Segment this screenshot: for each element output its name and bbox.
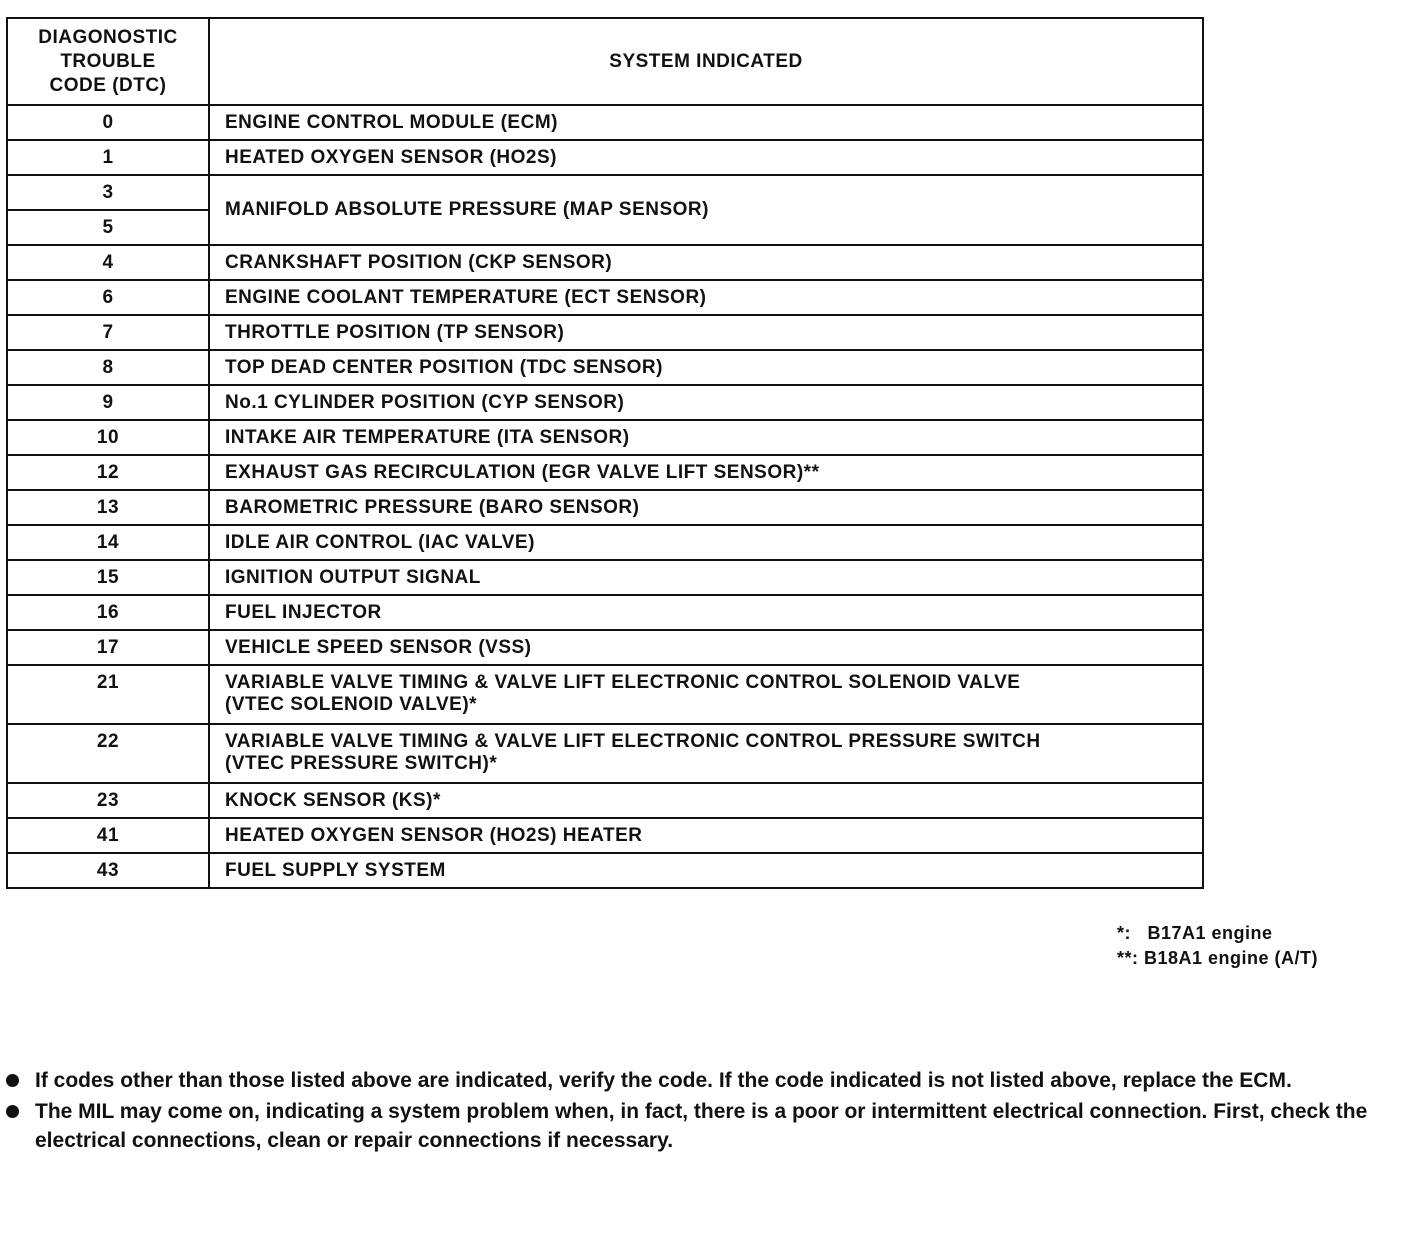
system-indicated: No.1 CYLINDER POSITION (CYP SENSOR): [209, 385, 1203, 420]
system-indicated: IDLE AIR CONTROL (IAC VALVE): [209, 525, 1203, 560]
system-indicated: IGNITION OUTPUT SIGNAL: [209, 560, 1203, 595]
column-header-dtc-line1: DIAGONOSTIC: [38, 26, 178, 48]
dtc-code: 22: [7, 724, 209, 783]
dtc-code: 3: [7, 175, 209, 210]
system-indicated: EXHAUST GAS RECIRCULATION (EGR VALVE LIFT SENSOR)**: [209, 455, 1203, 490]
notes-section: [6, 1066, 1376, 1157]
system-indicated: HEATED OXYGEN SENSOR (HO2S) HEATER: [209, 818, 1203, 853]
column-header-system: SYSTEM INDICATED: [209, 18, 1203, 105]
system-indicated: MANIFOLD ABSOLUTE PRESSURE (MAP SENSOR): [209, 175, 1203, 245]
table-row: [7, 630, 1203, 665]
bullet-icon: [6, 1074, 19, 1087]
dtc-code: 17: [7, 630, 209, 665]
table-row: [7, 245, 1203, 280]
dtc-code: 16: [7, 595, 209, 630]
dtc-code: 10: [7, 420, 209, 455]
footnote-single-asterisk: *: B17A1 engine: [1117, 923, 1273, 943]
system-indicated: VEHICLE SPEED SENSOR (VSS): [209, 630, 1203, 665]
column-header-dtc: [7, 18, 209, 105]
dtc-code: 21: [7, 665, 209, 724]
system-indicated: ENGINE COOLANT TEMPERATURE (ECT SENSOR): [209, 280, 1203, 315]
table-row: [7, 105, 1203, 140]
system-indicated: HEATED OXYGEN SENSOR (HO2S): [209, 140, 1203, 175]
table-row: [7, 853, 1203, 888]
system-indicated: INTAKE AIR TEMPERATURE (ITA SENSOR): [209, 420, 1203, 455]
dtc-code: 0: [7, 105, 209, 140]
system-indicated-line1: VARIABLE VALVE TIMING & VALVE LIFT ELECTRONIC CONTROL PRESSURE SWITCH: [225, 731, 1041, 752]
table-row: [7, 490, 1203, 525]
dtc-code: 5: [7, 210, 209, 245]
dtc-code: 7: [7, 315, 209, 350]
dtc-table: [6, 17, 1204, 889]
dtc-code: 12: [7, 455, 209, 490]
table-row: [7, 724, 1203, 783]
table-row: [7, 525, 1203, 560]
system-indicated-line1: VARIABLE VALVE TIMING & VALVE LIFT ELECTRONIC CONTROL SOLENOID VALVE: [225, 672, 1021, 693]
table-row: [7, 350, 1203, 385]
system-indicated: FUEL SUPPLY SYSTEM: [209, 853, 1203, 888]
note-item: [6, 1066, 1376, 1095]
dtc-code: 43: [7, 853, 209, 888]
dtc-code: 1: [7, 140, 209, 175]
table-header-row: [7, 18, 1203, 105]
system-indicated: THROTTLE POSITION (TP SENSOR): [209, 315, 1203, 350]
dtc-code: 9: [7, 385, 209, 420]
dtc-code: 4: [7, 245, 209, 280]
table-row: [7, 783, 1203, 818]
column-header-dtc-line3: CODE (DTC): [49, 74, 167, 96]
column-header-dtc-line2: TROUBLE: [60, 50, 156, 72]
dtc-code: 6: [7, 280, 209, 315]
table-row: [7, 818, 1203, 853]
table-row: [7, 385, 1203, 420]
note-text: The MIL may come on, indicating a system problem when, in fact, there is a poor or intermittent electrical connection. First, check the electrical connections, clean or repair connections if necessary.: [35, 1100, 1368, 1152]
table-row: [7, 455, 1203, 490]
table-row: [7, 175, 1203, 210]
system-indicated: TOP DEAD CENTER POSITION (TDC SENSOR): [209, 350, 1203, 385]
dtc-code: 8: [7, 350, 209, 385]
table-row: [7, 280, 1203, 315]
dtc-code: 41: [7, 818, 209, 853]
table-row: [7, 665, 1203, 724]
system-indicated: [209, 724, 1203, 783]
table-row: [7, 315, 1203, 350]
table-row: [7, 140, 1203, 175]
note-text: If codes other than those listed above are indicated, verify the code. If the code indicated is not listed above, replace the ECM.: [35, 1069, 1292, 1092]
table-row: [7, 595, 1203, 630]
dtc-code: 15: [7, 560, 209, 595]
system-indicated-line2: (VTEC PRESSURE SWITCH)*: [225, 753, 498, 774]
dtc-code: 23: [7, 783, 209, 818]
system-indicated: [209, 665, 1203, 724]
system-indicated: CRANKSHAFT POSITION (CKP SENSOR): [209, 245, 1203, 280]
table-row: [7, 420, 1203, 455]
footnote-double-asterisk: **: B18A1 engine (A/T): [1117, 948, 1319, 968]
footnote-legend: [1117, 921, 1318, 971]
table-row: [7, 560, 1203, 595]
system-indicated: KNOCK SENSOR (KS)*: [209, 783, 1203, 818]
system-indicated-line2: (VTEC SOLENOID VALVE)*: [225, 694, 478, 715]
system-indicated: FUEL INJECTOR: [209, 595, 1203, 630]
system-indicated: BAROMETRIC PRESSURE (BARO SENSOR): [209, 490, 1203, 525]
dtc-code: 13: [7, 490, 209, 525]
bullet-icon: [6, 1105, 19, 1118]
dtc-code: 14: [7, 525, 209, 560]
note-item: [6, 1097, 1376, 1155]
system-indicated: ENGINE CONTROL MODULE (ECM): [209, 105, 1203, 140]
